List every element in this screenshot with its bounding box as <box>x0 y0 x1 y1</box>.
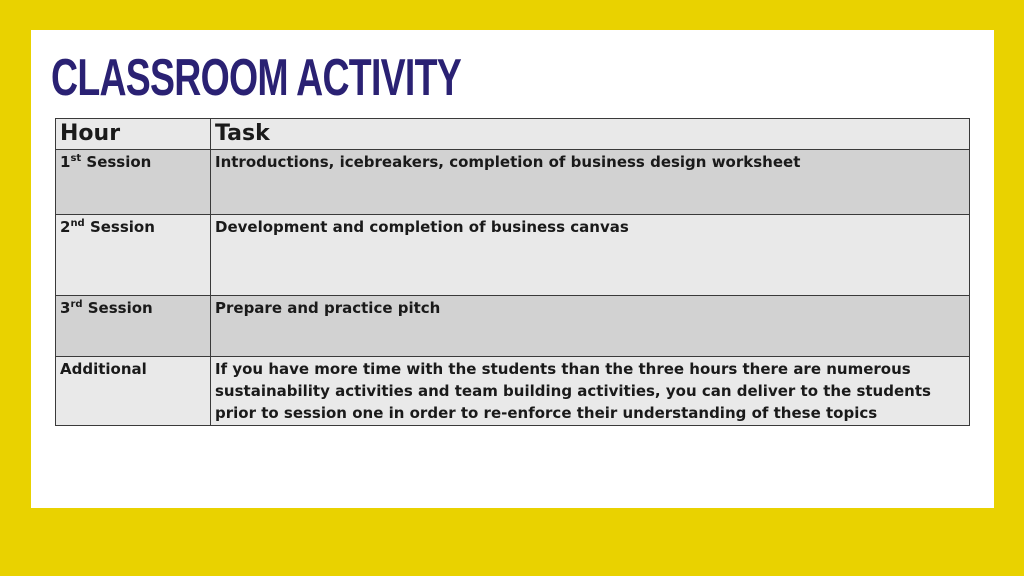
hour-cell <box>56 296 211 357</box>
table-row <box>56 296 970 357</box>
header-task: Task <box>211 119 970 150</box>
ordinal-suffix: st <box>70 153 82 164</box>
hour-cell <box>56 215 211 296</box>
hour-cell: Additional <box>56 357 211 426</box>
table-header-row <box>56 119 970 150</box>
header-hour: Hour <box>56 119 211 150</box>
page-title: CLASSROOM ACTIVITY <box>51 49 461 107</box>
task-cell: Development and completion of business canvas <box>211 215 970 296</box>
ordinal-suffix: rd <box>70 299 83 310</box>
hour-cell <box>56 150 211 215</box>
table-row <box>56 215 970 296</box>
task-cell: Introductions, icebreakers, completion of business design worksheet <box>211 150 970 215</box>
session-label: Session <box>84 218 155 236</box>
table-row <box>56 357 970 426</box>
session-number: 2 <box>60 218 71 236</box>
session-number: 3 <box>60 299 71 317</box>
activity-table <box>55 118 970 426</box>
slide <box>31 30 994 508</box>
session-number: 1 <box>60 153 71 171</box>
table-row <box>56 150 970 215</box>
session-label: Session <box>82 299 153 317</box>
ordinal-suffix: nd <box>70 218 85 229</box>
session-label: Session <box>81 153 152 171</box>
task-cell: Prepare and practice pitch <box>211 296 970 357</box>
task-cell: If you have more time with the students than the three hours there are numerous sustainability activities and team building activities, you can deliver to the students prior to session one in order to re-enforce their understanding of these topics <box>211 357 970 426</box>
